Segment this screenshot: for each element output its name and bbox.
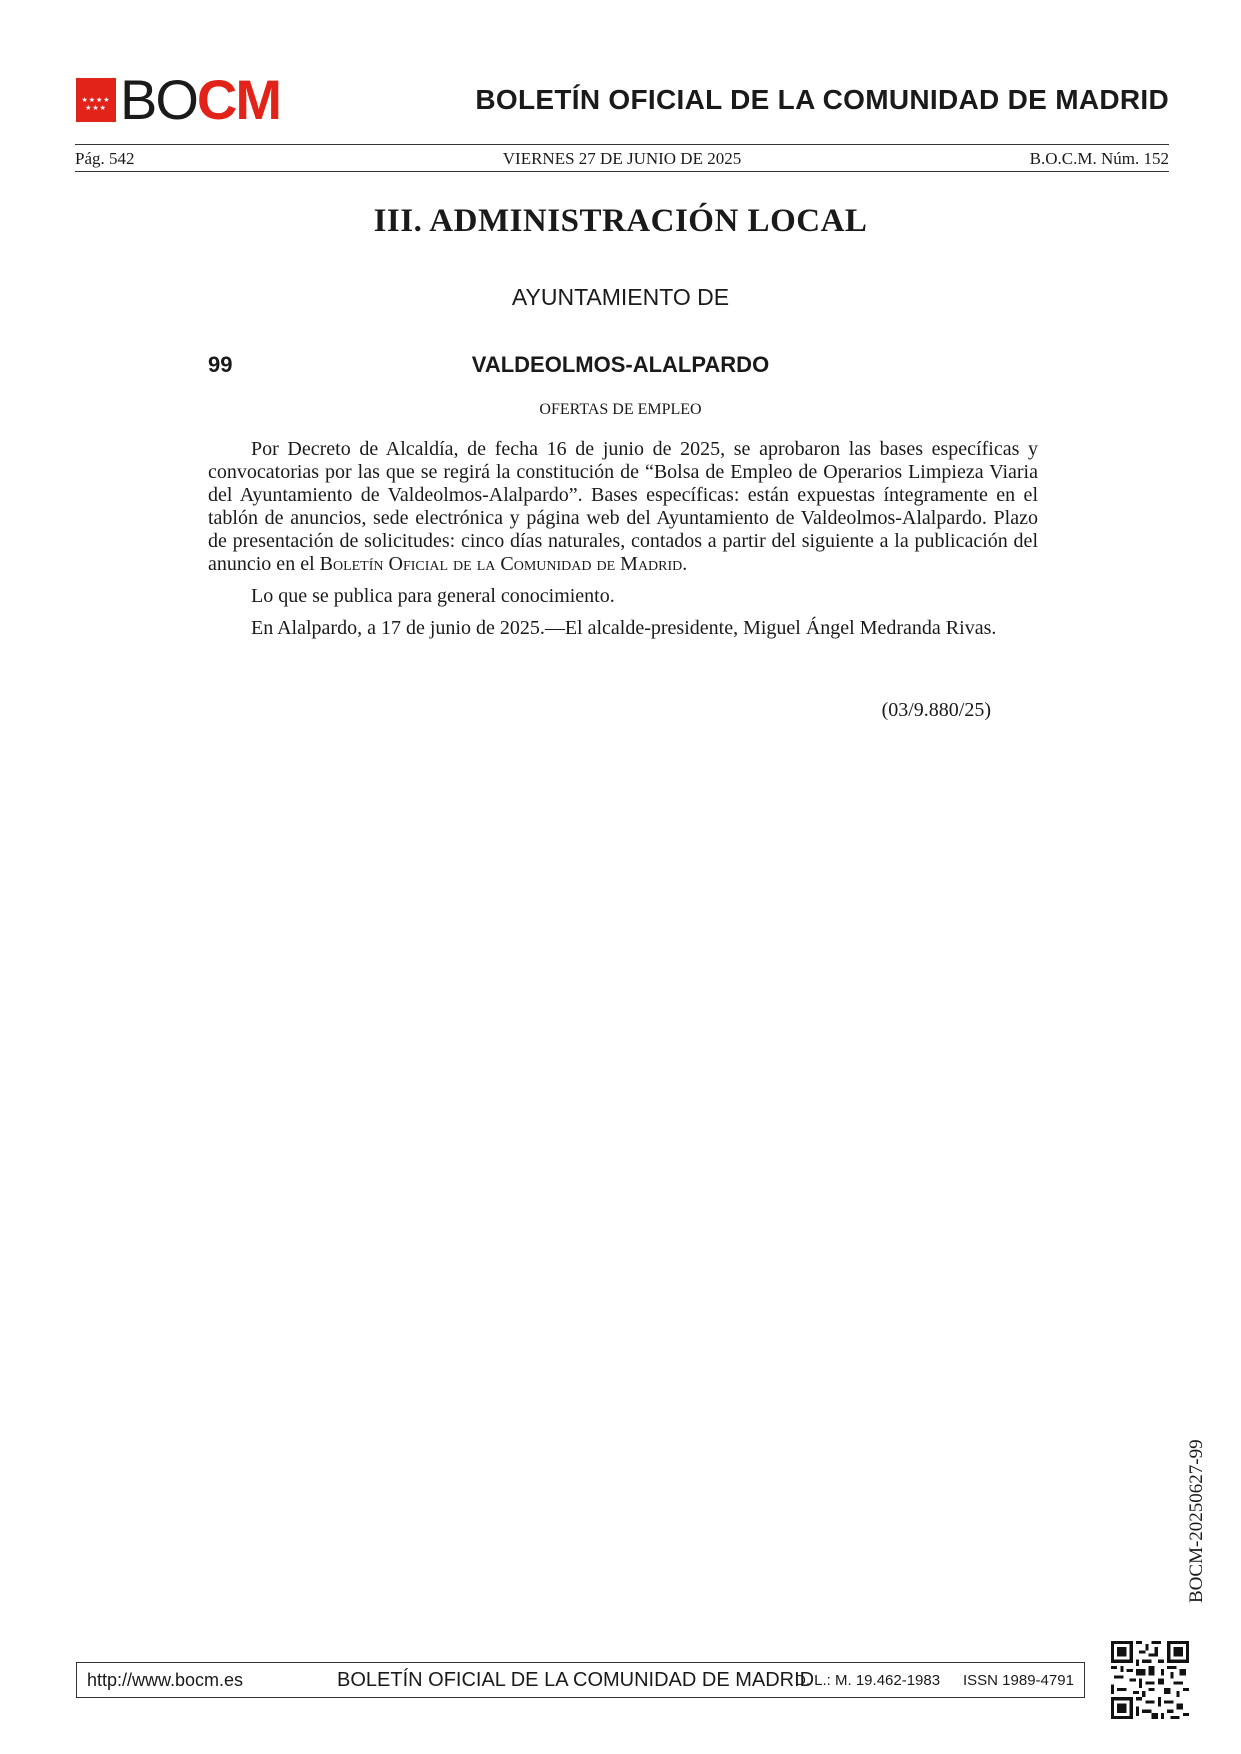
- section-title: III. ADMINISTRACIÓN LOCAL: [373, 203, 868, 239]
- paragraph-decree: Por Decreto de Alcaldía, de fecha 16 de junio de 2025, se aprobaron las bases específicas y convocatorias por las que se regirá la constitución de “Bolsa de Empleo de Operarios Limpieza Viaria del Ayuntamiento de Valdeolmos-Alalpardo”. Bases específicas: están expuestas íntegramente en el tablón de anuncios, sede electrónica y página web del Ayuntamiento de Valdeolmos-Alalpardo. Plazo de presentación de solicitudes: cinco días naturales, contados a partir del siguiente a la publicación del anuncio en el Boletín Oficial de la Comunidad de Madrid.: [208, 438, 1038, 575]
- logo-wordmark: BOCM: [120, 68, 281, 131]
- entity-prefix: AYUNTAMIENTO DE: [511, 284, 730, 310]
- entry-number: 99: [208, 352, 233, 377]
- running-header: [75, 147, 1169, 169]
- footer-bulletin-name: BOLETÍN OFICIAL DE LA COMUNIDAD DE MADRID: [337, 1669, 815, 1691]
- header-rule-top: [75, 144, 1169, 145]
- paragraph-publication: Lo que se publica para general conocimiento.: [251, 585, 615, 607]
- subject-heading: OFERTAS DE EMPLEO: [539, 401, 702, 418]
- issn: ISSN 1989-4791: [963, 1672, 1074, 1689]
- reference-code: (03/9.880/25): [881, 699, 991, 721]
- header-rule-bottom: [75, 171, 1169, 172]
- announcement-body: [208, 438, 1038, 640]
- paragraph-signature: En Alalpardo, a 17 de junio de 2025.—El alcalde-presidente, Miguel Ángel Medranda Rivas.: [251, 617, 997, 639]
- footer-url-link[interactable]: http://www.bocm.es: [87, 1670, 244, 1690]
- legal-deposit: D. L.: M. 19.462-1983: [795, 1672, 941, 1689]
- qr-code-icon: [1111, 1641, 1189, 1719]
- footer: [76, 1662, 1085, 1698]
- issue-number: B.O.C.M. Núm. 152: [1029, 149, 1169, 168]
- madrid-flag-icon: ★★★★ ★★★: [76, 78, 116, 122]
- bulletin-name: Boletín Oficial de la Comunidad de Madrid: [319, 553, 683, 575]
- masthead-title: BOLETÍN OFICIAL DE LA COMUNIDAD DE MADRID: [475, 84, 1169, 115]
- bocm-logo: [76, 68, 281, 131]
- issue-date: VIERNES 27 DE JUNIO DE 2025: [502, 149, 742, 168]
- municipality-name: VALDEOLMOS-ALALPARDO: [471, 352, 770, 377]
- page-number: Pág. 542: [75, 149, 135, 168]
